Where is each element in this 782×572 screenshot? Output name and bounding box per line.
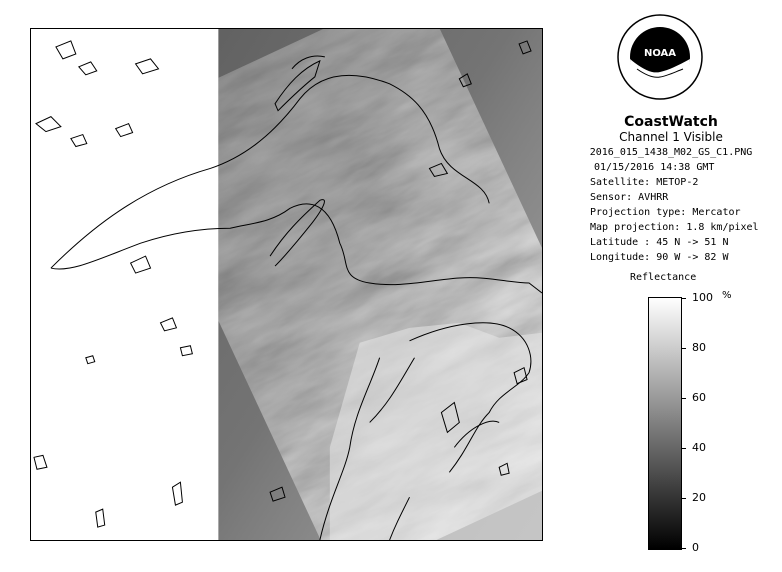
map-panel — [30, 28, 543, 541]
channel-label: Channel 1 Visible — [619, 130, 723, 144]
colorbar-tick-label: 20 — [692, 491, 706, 504]
longitude-label: Longitude: 90 W -> 82 W — [590, 252, 729, 263]
projection-type-label: Projection type: Mercator — [590, 207, 741, 218]
colorbar-tick — [682, 348, 686, 349]
filename-label: 2016_015_1438_M02_GS_C1.PNG — [589, 147, 753, 158]
colorbar-unit: % — [722, 290, 732, 301]
colorbar-tick-label: 100 — [692, 291, 713, 304]
datetime-label: 01/15/2016 14:38 GMT — [594, 162, 715, 173]
colorbar-tick-label: 40 — [692, 441, 706, 454]
logo-text: NOAA — [643, 48, 677, 59]
colorbar-tick — [682, 398, 686, 399]
latitude-label: Latitude : 45 N -> 51 N — [590, 237, 729, 248]
colorbar-tick — [682, 548, 686, 549]
colorbar-tick — [682, 498, 686, 499]
map-projection-label: Map projection: 1.8 km/pixel — [590, 222, 759, 233]
app-title: CoastWatch — [624, 114, 718, 130]
colorbar — [648, 297, 682, 550]
colorbar-tick-label: 80 — [692, 341, 706, 354]
colorbar-tick-label: 0 — [692, 541, 699, 554]
sensor-label: Sensor: AVHRR — [590, 192, 669, 203]
satellite-label: Satellite: METOP-2 — [590, 177, 699, 188]
colorbar-title: Reflectance — [630, 272, 697, 283]
colorbar-tick — [682, 298, 686, 299]
colorbar-tick — [682, 448, 686, 449]
noaa-logo — [617, 14, 703, 100]
satellite-image — [31, 29, 542, 540]
colorbar-tick-label: 60 — [692, 391, 706, 404]
